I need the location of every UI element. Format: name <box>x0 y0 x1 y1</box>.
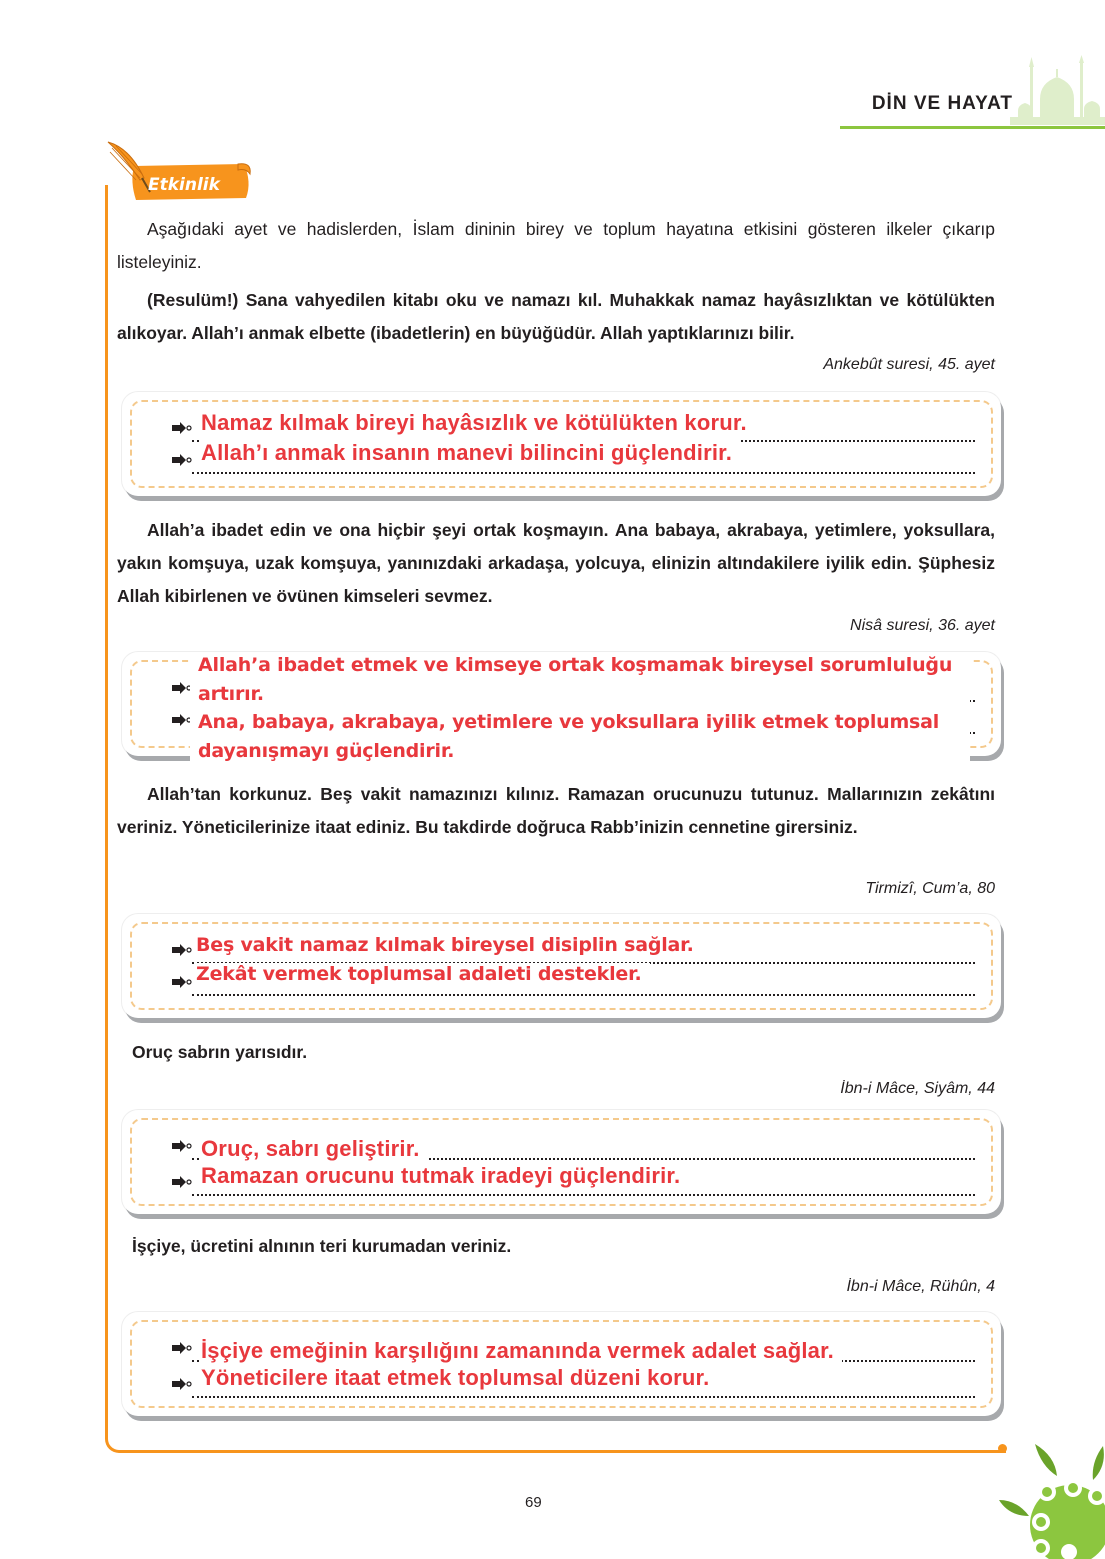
quote-source: Nisâ suresi, 36. ayet <box>850 617 995 634</box>
handwritten-answer: Oruç, sabrı geliştirir. <box>201 1136 428 1162</box>
handwritten-answer: Allah’ı anmak insanın manevi bilincini güçlendirir. <box>201 440 740 466</box>
mosque-silhouette-icon <box>1010 55 1105 127</box>
chapter-title: DİN VE HAYAT <box>871 93 1013 114</box>
quote-source: İbn-i Mâce, Rühûn, 4 <box>846 1278 995 1295</box>
handwritten-answer: Namaz kılmak bireyi hayâsızlık ve kötülükten korur. <box>201 410 755 436</box>
page-number: 69 <box>525 1494 542 1511</box>
instructions-text: Aşağıdaki ayet ve hadislerden, İslam dininin birey ve toplum hayatına etkisini gösteren ilkeler çıkarıp listeleyiniz. <box>117 219 995 272</box>
quote-text: Allah’a ibadet edin ve ona hiçbir şeyi ortak koşmayın. Ana babaya, akrabaya, yetimlere, yoksullara, yakın komşuya, uzak komşuya, yanınızdaki arkadaşa, yolcuya, elinizin altındakilere iyilik edin. Şüphesiz Allah kibirlenen ve övünen kimseleri sevmez. <box>117 520 995 606</box>
arrow-icon <box>172 1342 192 1354</box>
arrow-icon <box>172 454 192 466</box>
quote-text: (Resulüm!) Sana vahyedilen kitabı oku ve namazı kıl. Muhakkak namaz hayâsızlıktan ve kötülükten alıkoyar. Allah’ı anmak elbette (ibadetlerin) en büyüğüdür. Allah yaptıklarınızı bilir. <box>117 290 995 343</box>
quote-text: Oruç sabrın yarısıdır. <box>132 1042 308 1062</box>
handwritten-answer: Zekât vermek toplumsal adaleti destekler. <box>196 963 650 985</box>
arrow-icon <box>172 1378 192 1390</box>
quote-source: Tirmizî, Cum’a, 80 <box>865 880 995 897</box>
flower-ornament-icon <box>995 1440 1105 1559</box>
activity-label: Etkinlik <box>148 175 220 195</box>
handwritten-answer: dayanışmayı güçlendirir. <box>198 740 455 762</box>
arrow-icon <box>172 682 192 694</box>
handwritten-answer: Beş vakit namaz kılmak bireysel disiplin sağlar. <box>196 934 702 956</box>
handwritten-answer: artırır. <box>198 683 264 705</box>
arrow-icon <box>172 1176 192 1188</box>
arrow-icon <box>172 976 192 988</box>
quote-text: İşçiye, ücretini alnının teri kurumadan veriniz. <box>132 1236 512 1256</box>
handwritten-answer: Ramazan orucunu tutmak iradeyi güçlendirir. <box>201 1163 688 1189</box>
handwritten-answer: Yöneticilere itaat etmek toplumsal düzeni korur. <box>201 1365 717 1391</box>
header-rule <box>840 126 1105 129</box>
quote-source: İbn-i Mâce, Siyâm, 44 <box>840 1080 995 1097</box>
answer-box <box>122 1110 1001 1214</box>
arrow-icon <box>172 944 192 956</box>
arrow-icon <box>172 422 192 434</box>
arrow-icon <box>172 714 192 726</box>
quote-source: Ankebût suresi, 45. ayet <box>823 356 995 373</box>
handwritten-answer: Ana, babaya, akrabaya, yetimlere ve yoksullara iyilik etmek toplumsal <box>198 711 940 733</box>
handwritten-answer: Allah’a ibadet etmek ve kimseye ortak koşmamak bireysel sorumluluğu <box>198 654 953 676</box>
answer-box <box>122 1312 1001 1416</box>
handwritten-answer: İşçiye emeğinin karşılığını zamanında vermek adalet sağlar. <box>201 1338 842 1364</box>
quote-text: Allah’tan korkunuz. Beş vakit namazınızı kılınız. Ramazan orucunuzu tutunuz. Mallarınızın zekâtını veriniz. Yöneticilerinize itaat ediniz. Bu takdirde doğruca Rabb’inizin cennetine girersiniz. <box>117 784 995 837</box>
arrow-icon <box>172 1140 192 1152</box>
